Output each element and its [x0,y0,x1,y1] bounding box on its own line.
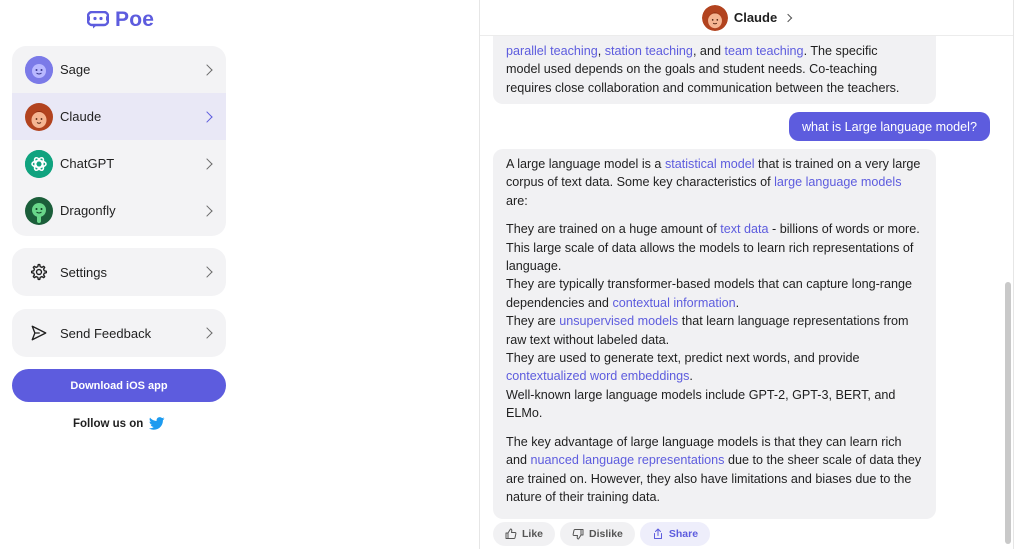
answer-point [506,275,923,312]
message-text: that is trained on a very large corpus of text data. Some key characteristics of [506,157,921,190]
message-text: A large language model is a [506,157,665,171]
message-text: due to the sheer scale of data they are trained on. However, they also have limitations and biases due to the nature of their training data. [506,453,922,504]
chat-panel [479,0,1014,549]
chevron-right-icon [201,111,212,122]
bot-list [12,46,226,236]
user-message: what is Large language model? [789,112,990,141]
message-link[interactable]: contextual information [612,295,736,310]
like-label: Like [522,528,544,540]
message-line [506,42,923,60]
message-link[interactable]: parallel teaching [506,44,598,58]
message-link[interactable]: contextualized word embeddings [506,369,690,384]
chevron-right-icon [201,158,212,169]
feedback-label: Send Feedback [60,325,152,341]
message-actions [493,522,710,546]
chat-header[interactable] [480,0,1013,36]
answer-paragraph [506,433,923,507]
gear-icon [30,263,48,281]
message-text: are: [506,193,528,208]
dislike-label: Dislike [589,528,623,540]
chevron-right-icon [201,205,212,216]
share-icon [652,528,664,540]
chevron-right-icon [201,327,212,338]
message-text: . The specific [803,44,878,58]
message-link[interactable]: large language models [774,175,902,190]
poe-logo[interactable] [87,8,154,32]
sage-avatar-icon [25,56,53,84]
message-link[interactable]: unsupervised models [559,314,679,329]
thumbs-up-icon [505,528,517,540]
bot-label: Dragonfly [60,203,116,218]
message-text: They are used to generate text, predict next words, and provide [506,351,860,366]
settings-label: Settings [60,264,107,280]
answer-paragraph [506,155,923,210]
bot-item-claude[interactable] [12,93,226,140]
share-label: Share [668,528,699,540]
bot-item-sage[interactable] [12,46,226,93]
sidebar [0,0,240,549]
follow-label: Follow us on [73,417,144,430]
message-link[interactable]: team teaching [724,44,804,58]
send-icon [30,324,48,342]
dislike-button[interactable] [560,522,635,546]
thumbs-down-icon [572,528,584,540]
bot-answer-message [493,149,936,519]
answer-point [506,312,923,349]
like-button[interactable] [493,522,555,546]
message-link[interactable]: station teaching [604,44,693,58]
message-line: model used depends on the goals and student needs. Co-teaching [506,62,878,77]
dragonfly-avatar-icon [25,197,53,225]
bot-item-chatgpt[interactable] [12,140,226,187]
message-text: . [735,295,740,310]
claude-avatar-icon [25,103,53,131]
poe-logo-icon [87,11,109,29]
chat-title: Claude [733,10,778,25]
message-text: They are [506,314,560,329]
message-line: requires close collaboration and communication between the teachers. [506,80,900,95]
share-button[interactable] [640,522,710,546]
bot-item-dragonfly[interactable] [12,187,226,234]
message-text: - billions of words or more. This large scale of data allows the models to learn rich representations of language. [506,222,920,274]
chevron-right-icon [201,266,212,277]
message-link[interactable]: nuanced language representations [530,453,725,468]
chevron-right-icon [201,64,212,75]
message-text: , and [692,44,725,58]
download-ios-app-button[interactable]: Download iOS app [12,369,226,402]
message-link[interactable]: statistical model [664,157,755,171]
message-text: . [689,369,693,384]
answer-point [506,220,923,275]
chatgpt-avatar-icon [25,150,53,178]
follow-us [73,417,165,430]
claude-avatar-icon [702,5,728,31]
settings-button[interactable] [12,248,226,296]
answer-point: Well-known large language models include GPT-2, GPT-3, BERT, and ELMo. [506,387,896,421]
bot-label: Claude [60,109,102,124]
logo-text: Poe [115,8,155,31]
message-text: that learn language representations from raw text without labeled data. [506,314,909,347]
send-feedback-button[interactable] [12,309,226,357]
twitter-icon[interactable] [149,417,165,430]
message-text: , [597,44,605,58]
message-text: The key advantage of large language models is that they can learn rich and [506,434,902,468]
answer-point [506,349,923,386]
message-link[interactable]: text data [720,222,769,237]
message-text: They are trained on a huge amount of [506,222,721,237]
message-text: They are typically transformer-based models that can capture long-range dependencies and [506,277,913,310]
bot-label: Sage [60,62,91,77]
chevron-right-icon [784,13,792,21]
bot-label: ChatGPT [60,156,115,171]
chat-scrollbar[interactable] [1005,282,1011,544]
